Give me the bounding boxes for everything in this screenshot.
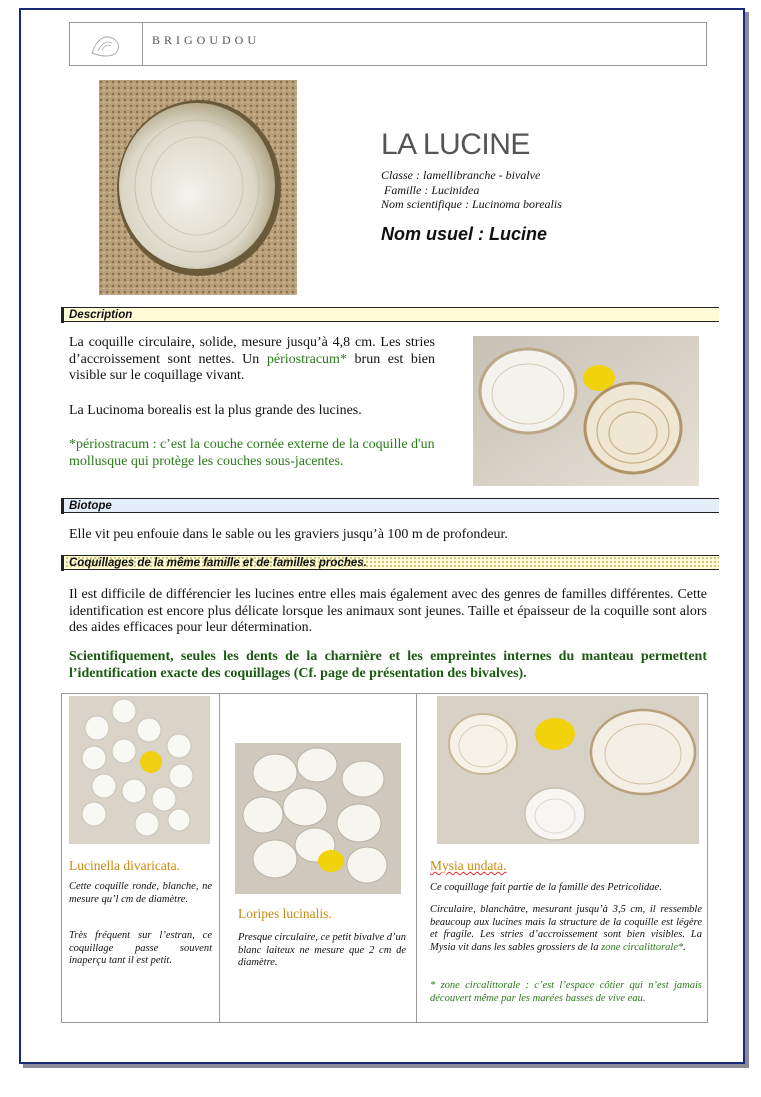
- brand-name: BRIGOUDOU: [152, 33, 260, 47]
- circalittoral-note: * zone circalittorale : c’est l’espace côtier qui n’est jamais découvert même par les marées basses de vive eau.: [430, 980, 702, 1004]
- coquillages-intro: Il est difficile de différencier les lucines entre elles mais également avec des genres de familles différentes. Cette identification est encore plus délicate lorsque les animaux sont jeunes. Taille et épaisseur de la coquille sont alors des aides efficaces pour leur détermination.: [69, 587, 707, 635]
- species-text-lucinella-1: Cette coquille ronde, blanche, ne mesure qu’l cm de diamètre.: [69, 881, 212, 905]
- common-name: Nom usuel : Lucine: [381, 224, 548, 244]
- lucine-main-photo: [99, 80, 297, 295]
- species-text-mysia-2: Circulaire, blanchâtre, mesurant jusqu’à 3,5 cm, il ressemble beaucoup aux lucines mais la structure de la coquille est légère et fragile. Les stries d’accroissement sont bien visibles. La Mysia vit dans les sables grossiers de la zone circalittorale*.: [430, 904, 702, 953]
- periostracum-note: *périostracum : c’est la couche cornée externe de la coquille d'un mollusque qui protège les couches sous-jacentes.: [69, 437, 435, 469]
- species-text-lucinella-2: Très fréquent sur l’estran, ce coquillage passe souvent inaperçu tant il est petit.: [69, 930, 212, 966]
- description-photo: [473, 336, 699, 486]
- lucinella-photo: [69, 696, 210, 844]
- taxonomy-block: [381, 168, 562, 212]
- section-title: Biotope: [69, 500, 112, 512]
- species-name-loripes: Loripes lucinalis.: [238, 906, 332, 921]
- loripes-photo: [235, 743, 401, 894]
- taxonomy-famille: Famille : Lucinidea: [384, 182, 480, 197]
- taxonomy-scientific-name: Nom scientifique : Lucinoma borealis: [381, 197, 562, 211]
- page-header: [69, 22, 707, 66]
- document-page: [19, 8, 745, 1064]
- section-title: Coquillages de la même famille et de familles proches.: [69, 557, 367, 569]
- species-name-mysia: Mysia undata.: [430, 858, 507, 873]
- description-paragraph: La coquille circulaire, solide, mesure jusqu’à 4,8 cm. Les stries d’accroissement sont nettes. Un périostracum* brun est bien visible sur le coquillage vivant.: [69, 335, 435, 383]
- page-title: LA LUCINE: [381, 128, 530, 161]
- section-header-biotope: [61, 498, 719, 513]
- circalittoral-term: zone circalittorale*: [601, 941, 684, 953]
- periostracum-term: périostracum*: [266, 351, 347, 367]
- shell-logo-icon: [70, 23, 143, 65]
- species-name-lucinella: Lucinella divaricata.: [69, 858, 180, 873]
- mysia-photo: [437, 696, 699, 844]
- coquillages-highlight: Scientifiquement, seules les dents de la charnière et les empreintes internes du manteau permettent l’identification exacte des coquillages (Cf. page de présentation des bivalves).: [69, 649, 707, 681]
- species-text-mysia-1: Ce coquillage fait partie de la famille des Petricolidae.: [430, 882, 662, 893]
- taxonomy-classe: Classe : lamellibranche - bivalve: [381, 168, 541, 182]
- section-header-description: [61, 307, 719, 322]
- biotope-text: Elle vit peu enfouie dans le sable ou les graviers jusqu’à 100 m de profondeur.: [69, 527, 508, 542]
- section-title: Description: [69, 309, 133, 321]
- species-text-loripes: Presque circulaire, ce petit bivalve d’un blanc laiteux ne mesure que 2 cm de diamètre.: [238, 932, 406, 968]
- section-header-coquillages: [61, 555, 719, 570]
- description-paragraph-2: La Lucinoma borealis est la plus grande des lucines.: [69, 403, 362, 418]
